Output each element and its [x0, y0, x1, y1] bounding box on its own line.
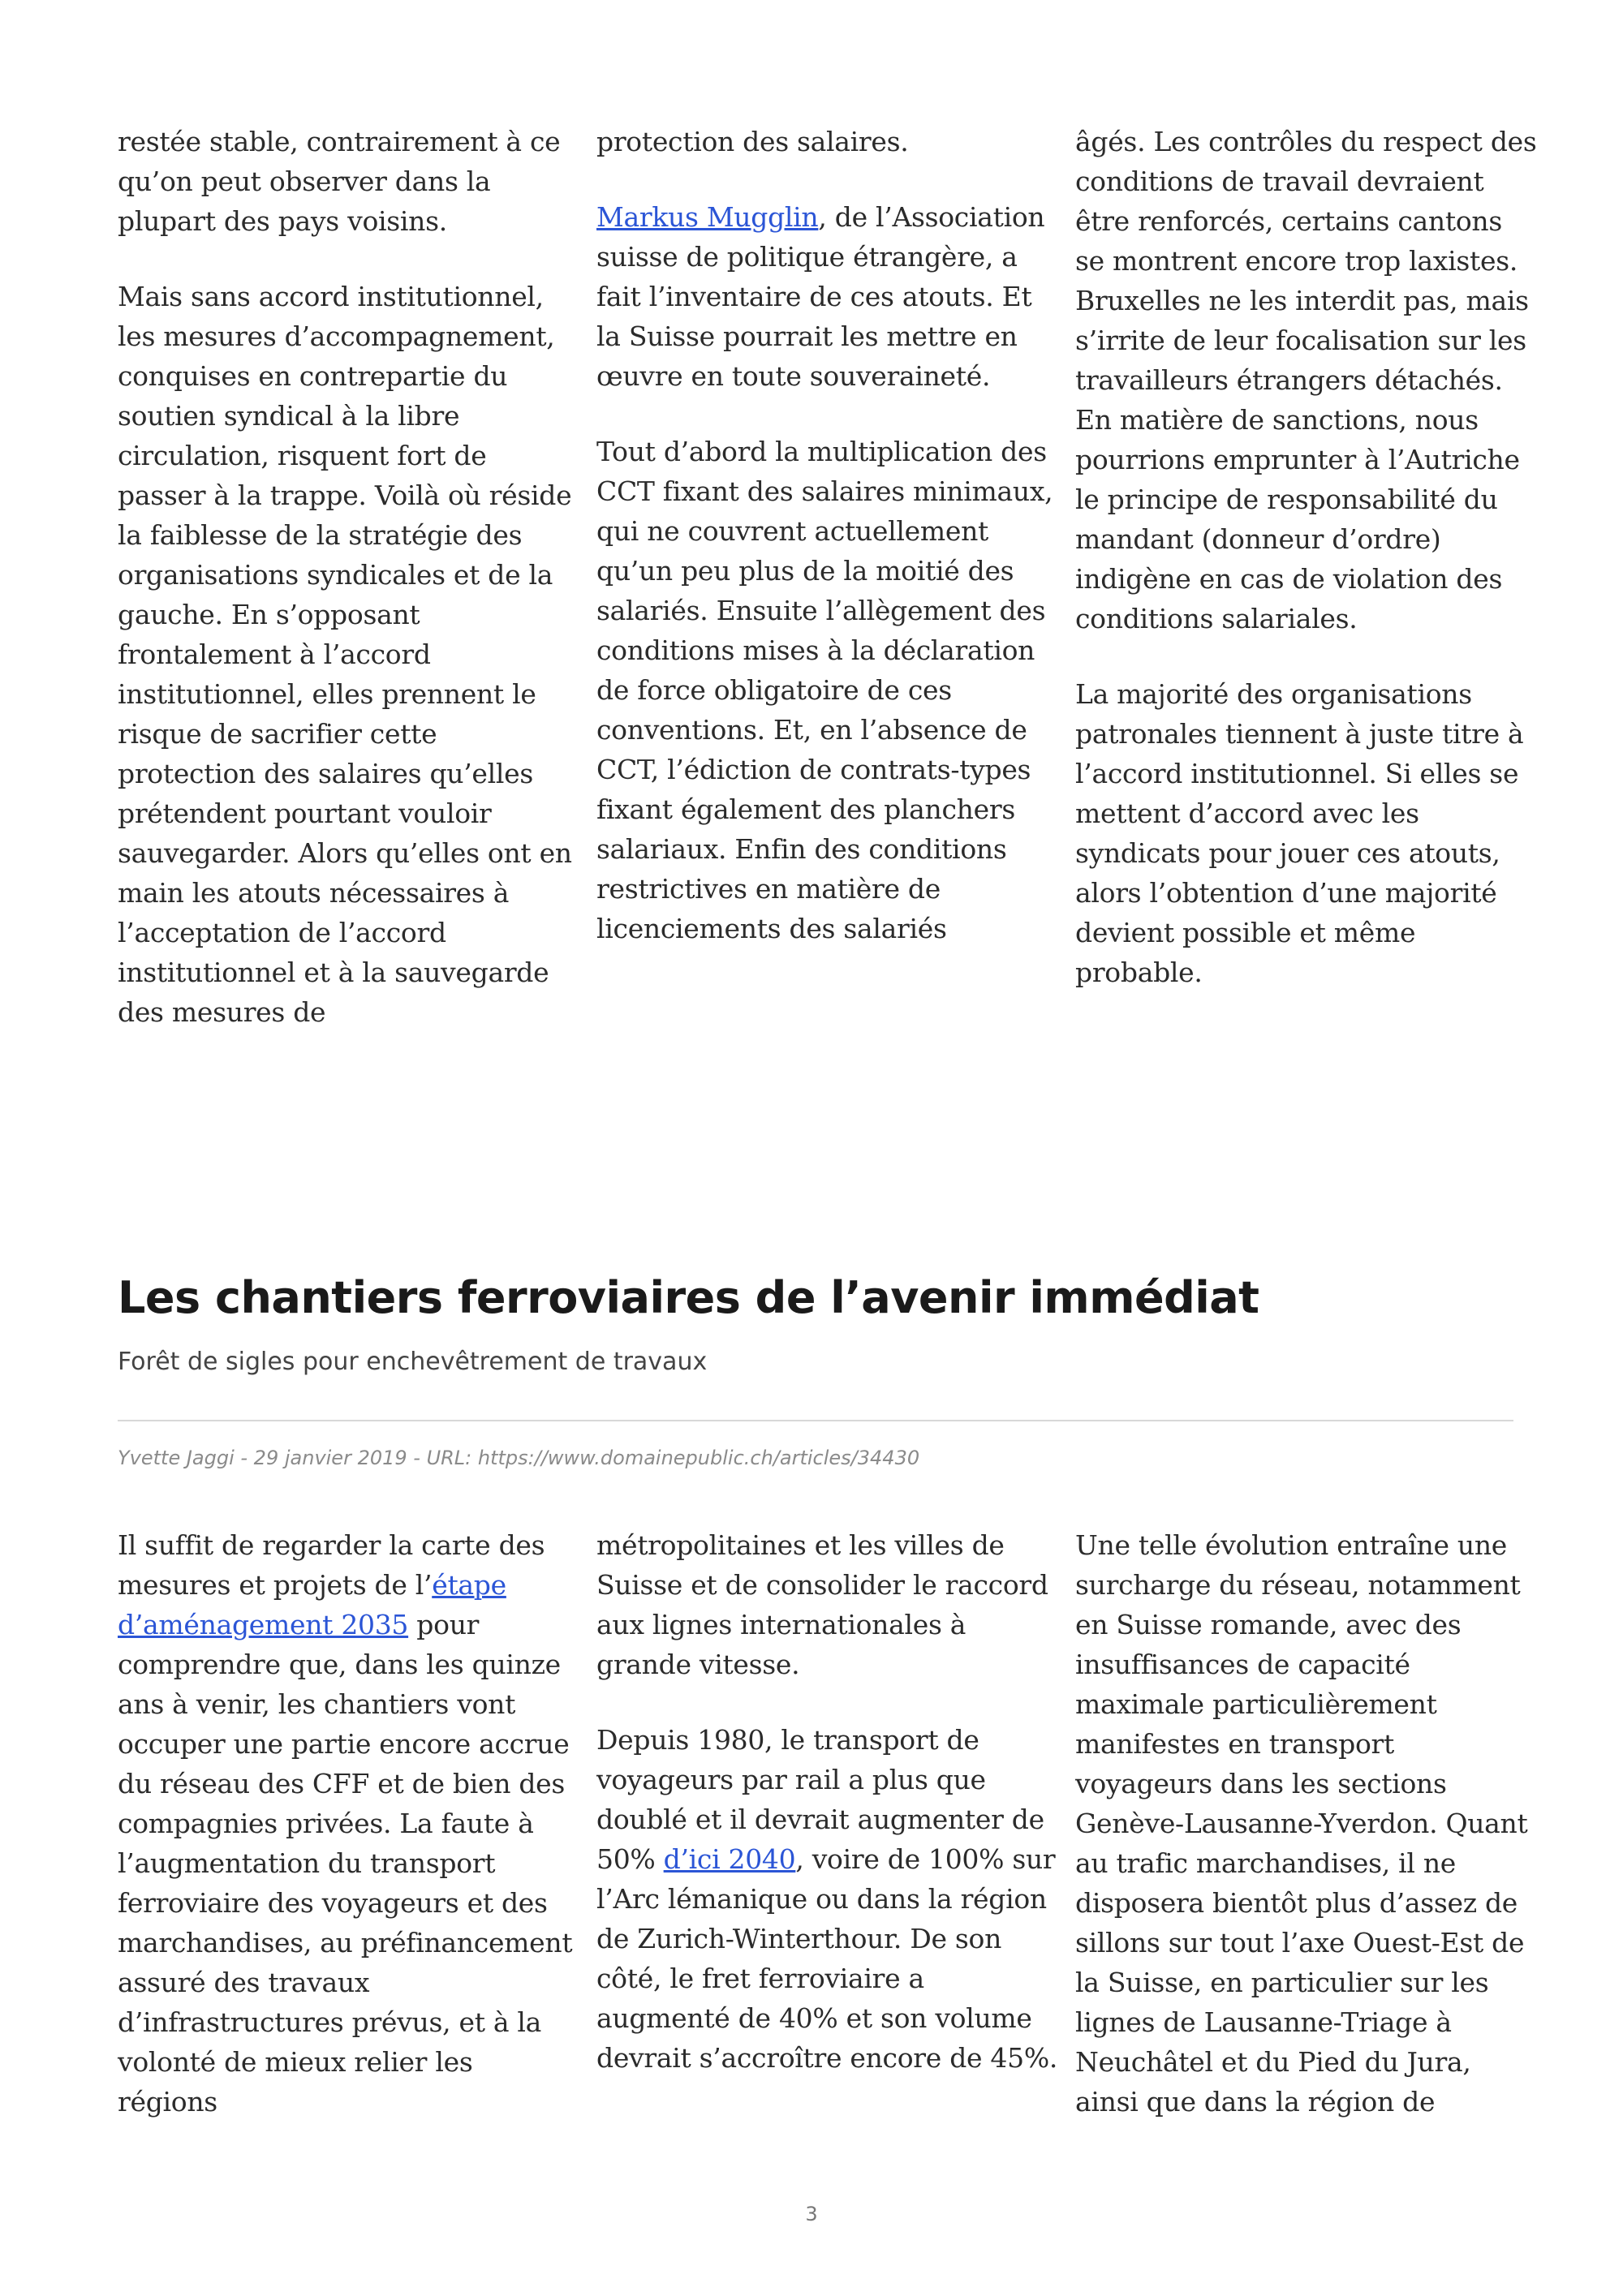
- article-byline: Yvette Jaggi - 29 janvier 2019 - URL: https://www.domainepublic.ch/articles/34430: [118, 1447, 920, 1469]
- article-continuation-columns: [118, 122, 1537, 1032]
- paragraph-text: , de l’Association suisse de politique étrangère, a fait l’inventaire de ces atouts. Et la Suisse pourrait les mettre en œuvre en toute souveraineté.: [596, 201, 1045, 392]
- paragraph: [118, 1525, 580, 2122]
- paragraph: restée stable, contrairement à ce qu’on peut observer dans la plupart des pays voisins.: [118, 126, 561, 237]
- paragraph-text: , voire de 100% sur l’Arc lémanique ou dans la région de Zurich-Winterthour. De son côté, le fret ferroviaire a augmenté de 40% et son volume devrait s’accroître encore de 45%.: [596, 1843, 1058, 2074]
- paragraph: âgés. Les contrôles du respect des conditions de travail devraient être renforcés, certains cantons se montrent encore trop laxistes. Bruxelles ne les interdit pas, mais s’irrite de leur focalisation sur les travailleurs étrangers détachés. En matière de sanctions, nous pourrions emprunter à l’Autriche le principe de responsabilité du mandant (donneur d’ordre) indigène en cas de violation des conditions salariales.: [1075, 126, 1537, 634]
- paragraph-text: Depuis 1980, le transport de voyageurs par rail a plus que doublé et il devrait augmenter de 50%: [596, 1724, 1044, 1875]
- column-3: [1075, 1525, 1538, 2122]
- markus-mugglin-link[interactable]: Markus Mugglin: [596, 201, 819, 233]
- article-subtitle: Forêt de sigles pour enchevêtrement de travaux: [118, 1348, 708, 1376]
- dici-2040-link[interactable]: d’ici 2040: [663, 1843, 796, 1875]
- divider: [118, 1420, 1513, 1421]
- paragraph: [596, 197, 1059, 396]
- column-1: [118, 122, 580, 1032]
- paragraph: Tout d’abord la multiplication des CCT fixant des salaires minimaux, qui ne couvrent actuellement qu’un peu plus de la moitié des salariés. Ensuite l’allègement des conditions mises à la déclaration de force obligatoire de ces conventions. Et, en l’absence de CCT, l’édiction de contrats-types fixant également des planchers salariaux. Enfin des conditions restrictives en matière de licenciements des salariés: [596, 436, 1053, 944]
- paragraph-text: Il suffit de regarder la carte des mesures et projets de l’: [118, 1529, 545, 1601]
- column-3: [1075, 122, 1538, 1032]
- paragraph: [596, 1720, 1059, 2078]
- column-1: [118, 1525, 580, 2122]
- paragraph: protection des salaires.: [596, 126, 909, 157]
- paragraph: Une telle évolution entraîne une surcharge du réseau, notamment en Suisse romande, avec des insuffisances de capacité maximale particulièrement manifestes en transport voyageurs dans les sections Genève-Lausanne-Yverdon. Quant au trafic marchandises, il ne disposera bientôt plus d’assez de sillons sur tout l’axe Ouest-Est de la Suisse, en particulier sur les lignes de Lausanne-Triage à Neuchâtel et du Pied du Jura, ainsi que dans la région de: [1075, 1529, 1528, 2118]
- paragraph: Mais sans accord institutionnel, les mesures d’accompagnement, conquises en contrepartie du soutien syndical à la libre circulation, risquent fort de passer à la trappe. Voilà où réside la faiblesse de la stratégie des organisations syndicales et de la gauche. En s’opposant frontalement à l’accord institutionnel, elles prennent le risque de sacrifier cette protection des salaires qu’elles prétendent pourtant vouloir sauvegarder. Alors qu’elles ont en main les atouts nécessaires à l’acceptation de l’accord institutionnel et à la sauvegarde des mesures de: [118, 281, 572, 1028]
- article-body-columns: [118, 1525, 1528, 2122]
- paragraph: métropolitaines et les villes de Suisse et de consolider le raccord aux lignes internationales à grande vitesse.: [596, 1529, 1048, 1680]
- paragraph: La majorité des organisations patronales tiennent à juste titre à l’accord institutionnel. Si elles se mettent d’accord avec les syndicats pour jouer ces atouts, alors l’obtention d’une majorité devient possible et même probable.: [1075, 678, 1524, 988]
- page-number: 3: [805, 2203, 818, 2225]
- column-2: [596, 122, 1059, 1032]
- etape-amenagement-2035-link[interactable]: étape d’aménagement 2035: [118, 1569, 506, 1640]
- paragraph-text: pour comprendre que, dans les quinze ans à venir, les chantiers vont occuper une partie encore accrue du réseau des CFF et de bien des compagnies privées. La faute à l’augmentation du transport ferroviaire des voyageurs et des marchandises, au préfinancement assuré des travaux d’infrastructures prévus, et à la volonté de mieux relier les régions: [118, 1609, 573, 2118]
- article-title: Les chantiers ferroviaires de l’avenir immédiat: [118, 1272, 1259, 1323]
- column-2: [596, 1525, 1059, 2122]
